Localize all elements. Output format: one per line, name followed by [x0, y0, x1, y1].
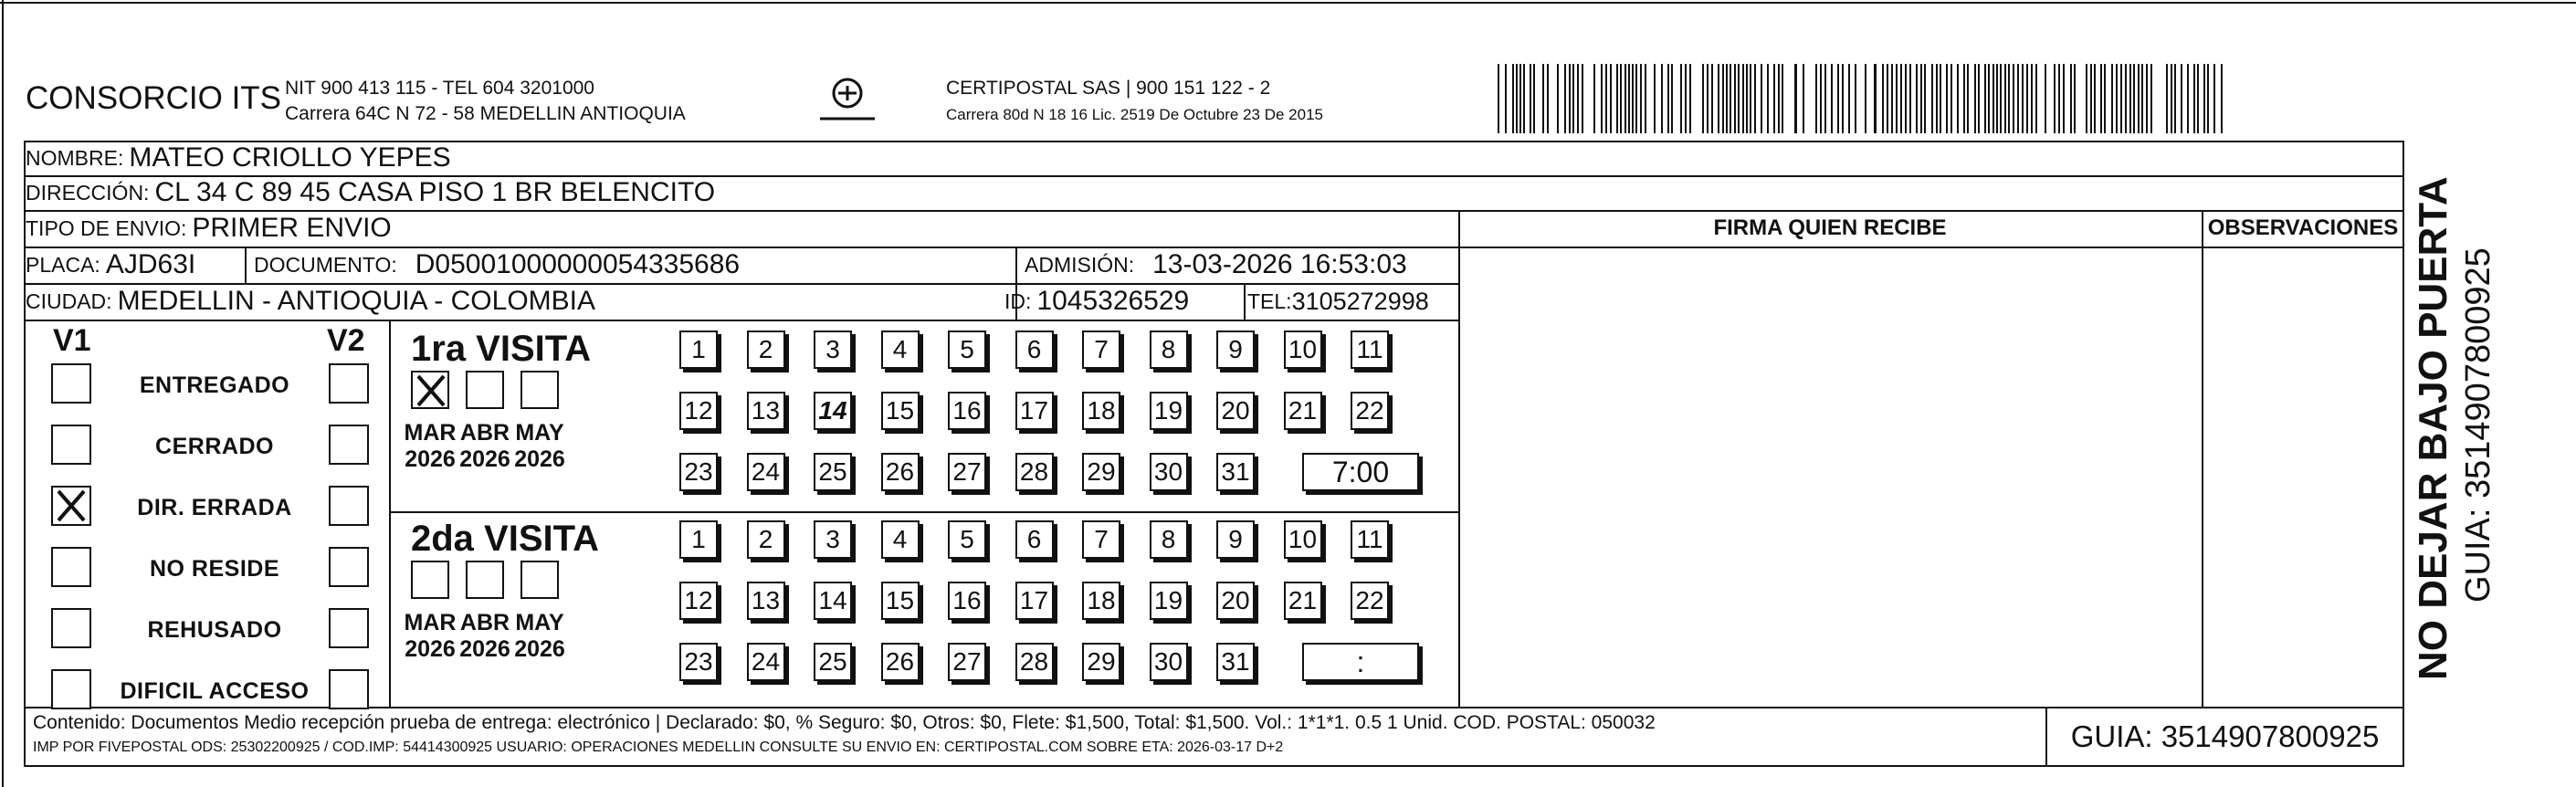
day-box[interactable]: 12: [679, 392, 718, 430]
side-guia: GUIA: 3514907800925: [2459, 247, 2497, 603]
day-box[interactable]: 29: [1082, 643, 1120, 681]
day-box[interactable]: 10: [1284, 331, 1322, 369]
day-box[interactable]: 5: [948, 331, 986, 369]
day-box[interactable]: 6: [1015, 520, 1054, 559]
day-box[interactable]: 20: [1216, 582, 1255, 620]
day-box[interactable]: 21: [1284, 392, 1322, 430]
day-box[interactable]: 13: [747, 392, 785, 430]
month-checkbox[interactable]: [466, 371, 504, 409]
status-label: CERRADO: [155, 434, 274, 459]
v2-checkbox[interactable]: [329, 425, 369, 465]
day-box[interactable]: 28: [1015, 453, 1054, 491]
month-checkbox[interactable]: [411, 371, 449, 409]
nombre-value: MATEO CRIOLLO YEPES: [129, 142, 451, 173]
status-label: REHUSADO: [147, 617, 282, 643]
v1-checkbox[interactable]: [51, 669, 91, 709]
v2-checkbox[interactable]: [329, 486, 369, 526]
visit2-title: 2da VISITA: [411, 519, 599, 559]
day-box[interactable]: 1: [679, 331, 718, 369]
day-box[interactable]: 30: [1150, 643, 1188, 681]
day-box[interactable]: 4: [881, 331, 920, 369]
day-box[interactable]: 25: [814, 453, 852, 491]
day-box[interactable]: 5: [948, 520, 986, 559]
tipo-envio-value: PRIMER ENVIO: [192, 213, 392, 243]
month-label: ABR 2026: [459, 420, 510, 472]
status-label: NO RESIDE: [149, 556, 280, 582]
barcode: [1498, 64, 2228, 133]
day-box[interactable]: 1: [679, 520, 718, 559]
v1-checkbox[interactable]: [51, 425, 91, 465]
day-box[interactable]: 30: [1150, 453, 1188, 491]
day-box[interactable]: 19: [1150, 392, 1188, 430]
day-box[interactable]: 24: [747, 453, 785, 491]
side-warning: NO DEJAR BAJO PUERTA: [2411, 176, 2455, 680]
nombre-label: NOMBRE:: [26, 145, 124, 170]
placa-label: PLACA:: [26, 252, 100, 277]
day-box[interactable]: 7: [1082, 331, 1120, 369]
documento-value: D05001000000054335686: [415, 249, 741, 279]
day-box[interactable]: 31: [1216, 453, 1255, 491]
day-box[interactable]: 2: [747, 520, 785, 559]
day-box[interactable]: 11: [1351, 331, 1389, 369]
day-box[interactable]: 18: [1082, 392, 1120, 430]
tel-label: TEL:: [1247, 289, 1292, 313]
scan-edge-left: [2, 0, 4, 787]
day-box[interactable]: 10: [1284, 520, 1322, 559]
ciudad-value: MEDELLIN - ANTIOQUIA - COLOMBIA: [117, 286, 595, 316]
day-box[interactable]: 9: [1216, 520, 1255, 559]
admision-value: 13-03-2026 16:53:03: [1152, 249, 1407, 279]
direccion-value: CL 34 C 89 45 CASA PISO 1 BR BELENCITO: [154, 177, 716, 207]
day-box[interactable]: 22: [1351, 392, 1389, 430]
day-box[interactable]: 2: [747, 331, 785, 369]
v1-checkbox[interactable]: [51, 363, 91, 404]
v2-checkbox[interactable]: [329, 547, 369, 587]
v1-checkbox[interactable]: [51, 547, 91, 587]
day-box[interactable]: 29: [1082, 453, 1120, 491]
month-label: ABR 2026: [459, 610, 510, 662]
day-box[interactable]: 4: [881, 520, 920, 559]
day-box[interactable]: 28: [1015, 643, 1054, 681]
day-box[interactable]: 15: [881, 582, 920, 620]
certipostal-address: Carrera 80d N 18 16 Lic. 2519 De Octubre 23 De 2015: [946, 106, 1323, 123]
time-box[interactable]: 7:00: [1302, 453, 1419, 491]
footer-guia: GUIA: 3514907800925: [2070, 719, 2380, 753]
day-box[interactable]: 27: [948, 453, 986, 491]
v2-checkbox[interactable]: [329, 363, 369, 404]
v1-header: V1: [53, 323, 91, 358]
month-checkbox[interactable]: [520, 371, 559, 409]
scan-edge-top: [0, 2, 2576, 4]
id-value: 1045326529: [1036, 286, 1190, 316]
status-label: DIFICIL ACCESO: [120, 678, 310, 704]
day-box[interactable]: 24: [747, 643, 785, 681]
observaciones-header: OBSERVACIONES: [2207, 215, 2399, 240]
day-box[interactable]: 8: [1150, 520, 1188, 559]
v1-checkbox[interactable]: [51, 608, 91, 648]
company-address: Carrera 64C N 72 - 58 MEDELLIN ANTIOQUIA: [285, 103, 686, 124]
tel-value: 3105272998: [1291, 287, 1429, 315]
day-box[interactable]: 26: [881, 453, 920, 491]
day-box[interactable]: 9: [1216, 331, 1255, 369]
month-label: MAR 2026: [404, 610, 457, 662]
month-checkbox[interactable]: [411, 561, 449, 599]
day-box[interactable]: 11: [1351, 520, 1389, 559]
footer-print-info: IMP POR FIVEPOSTAL ODS: 25302200925 / COD.IMP: 54414300925 USUARIO: OPERACIONES MEDELLIN CONSULTE SU ENVIO EN: CERTIPOSTAL.COM SOBRE ETA: 2026-03-17 D+2: [33, 740, 1284, 755]
day-box[interactable]: 22: [1351, 582, 1389, 620]
placa-value: AJD63I: [105, 249, 196, 279]
company-name: CONSORCIO ITS: [26, 80, 282, 116]
day-box[interactable]: 17: [1015, 392, 1054, 430]
certipostal-id: CERTIPOSTAL SAS | 900 151 122 - 2: [946, 78, 1271, 99]
admision-label: ADMISIÓN:: [1025, 252, 1135, 277]
month-label: MAR 2026: [404, 420, 457, 472]
day-box[interactable]: 20: [1216, 392, 1255, 430]
month-checkbox[interactable]: [520, 561, 559, 599]
day-box[interactable]: 23: [679, 453, 718, 491]
certipostal-logo: [815, 75, 879, 128]
day-box[interactable]: 23: [679, 643, 718, 681]
time-box[interactable]: :: [1302, 643, 1419, 681]
direccion-label: DIRECCIÓN:: [26, 180, 150, 205]
day-box[interactable]: 16: [948, 582, 986, 620]
day-box[interactable]: 3: [814, 520, 852, 559]
day-box[interactable]: 19: [1150, 582, 1188, 620]
month-checkbox[interactable]: [466, 561, 504, 599]
day-box[interactable]: 27: [948, 643, 986, 681]
day-box[interactable]: 18: [1082, 582, 1120, 620]
v1-checkbox[interactable]: [51, 486, 91, 526]
v2-checkbox[interactable]: [329, 669, 369, 709]
day-box[interactable]: 14: [814, 582, 852, 620]
day-box[interactable]: 21: [1284, 582, 1322, 620]
day-box[interactable]: 8: [1150, 331, 1188, 369]
day-box[interactable]: 13: [747, 582, 785, 620]
day-box[interactable]: 12: [679, 582, 718, 620]
day-box[interactable]: 3: [814, 331, 852, 369]
v2-header: V2: [327, 323, 365, 358]
month-label: MAY 2026: [514, 420, 565, 472]
tipo-envio-label: TIPO DE ENVIO:: [26, 215, 187, 240]
day-box[interactable]: 6: [1015, 331, 1054, 369]
day-box[interactable]: 16: [948, 392, 986, 430]
v2-checkbox[interactable]: [329, 608, 369, 648]
documento-label: DOCUMENTO:: [254, 252, 397, 277]
day-box[interactable]: 25: [814, 643, 852, 681]
company-nit: NIT 900 413 115 - TEL 604 3201000: [285, 78, 594, 99]
visit1-title: 1ra VISITA: [411, 329, 592, 369]
day-box[interactable]: 26: [881, 643, 920, 681]
firma-header: FIRMA QUIEN RECIBE: [1713, 215, 1947, 240]
day-box[interactable]: 15: [881, 392, 920, 430]
day-box[interactable]: 7: [1082, 520, 1120, 559]
month-label: MAY 2026: [514, 610, 565, 662]
status-label: DIR. ERRADA: [137, 495, 292, 520]
day-box[interactable]: 31: [1216, 643, 1255, 681]
footer-content: Contenido: Documentos Medio recepción prueba de entrega: electrónico | Declarado: $0, % Seguro: $0, Otros: $0, Flete: $1,500, Total: $1,500. Vol.: 1*1*1. 0.5 1 Unid. COD. POSTAL: 050032: [33, 712, 1656, 733]
status-label: ENTREGADO: [139, 373, 290, 398]
id-label: ID:: [1004, 289, 1032, 313]
day-box[interactable]: 17: [1015, 582, 1054, 620]
ciudad-label: CIUDAD:: [26, 289, 112, 313]
day-box[interactable]: 14: [814, 392, 852, 430]
